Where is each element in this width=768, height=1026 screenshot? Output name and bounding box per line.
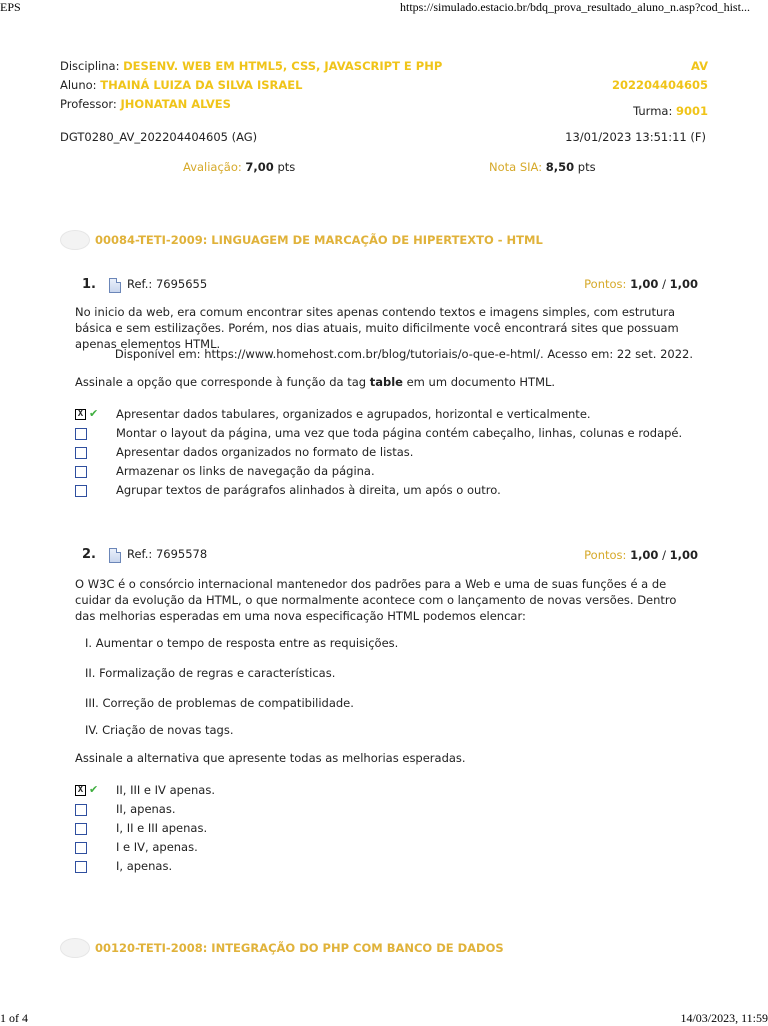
print-footer-page: 1 of 4: [0, 1011, 28, 1025]
question-ref: Ref.: 7695655: [127, 277, 208, 291]
aluno-label: Aluno:: [60, 78, 97, 92]
option-text: Montar o layout da página, uma vez que toda página contém cabeçalho, linhas, colunas e rodapé.: [116, 426, 683, 440]
professor-label: Professor:: [60, 97, 117, 111]
checkbox[interactable]: [75, 842, 87, 854]
disciplina-value: DESENV. WEB EM HTML5, CSS, JAVASCRIPT E PHP: [123, 59, 443, 73]
avaliacao-label: Avaliação:: [183, 160, 242, 174]
nota-sia-row: [489, 160, 596, 174]
exam-code: DGT0280_AV_202204404605 (AG): [60, 130, 258, 144]
checkbox[interactable]: [75, 804, 87, 816]
professor-value: JHONATAN ALVES: [120, 97, 231, 111]
question-number: 1.: [82, 277, 96, 292]
question-points: [584, 548, 698, 562]
option-text: I, apenas.: [116, 859, 173, 873]
checkbox[interactable]: [75, 466, 87, 478]
section-title: 00084-TETI-2009: LINGUAGEM DE MARCAÇÃO DE HIPERTEXTO - HTML: [95, 233, 543, 247]
points-separator: /: [662, 277, 666, 291]
print-header-left: EPS: [0, 0, 21, 14]
section-icon: [60, 938, 90, 958]
list-item: II. Formalização de regras e características.: [85, 666, 336, 680]
list-item: III. Correção de problemas de compatibilidade.: [85, 696, 354, 710]
print-header-url: https://simulado.estacio.br/bdq_prova_resultado_aluno_n.asp?cod_hist...: [400, 0, 750, 14]
question-ref: Ref.: 7695578: [127, 547, 208, 561]
list-item: I. Aumentar o tempo de resposta entre as requisições.: [85, 636, 399, 650]
question-source: Disponível em: https://www.homehost.com.br/blog/tutoriais/o-que-e-html/. Acesso em: 22 set. 2022.: [114, 347, 693, 361]
option-text: Apresentar dados organizados no formato de listas.: [116, 445, 414, 459]
nota-sia-label: Nota SIA:: [489, 160, 543, 174]
points-separator: /: [662, 548, 666, 562]
checkbox[interactable]: [75, 447, 87, 459]
correct-check-icon: ✔: [89, 783, 99, 796]
disciplina-label: Disciplina:: [60, 59, 120, 73]
points-earned: 1,00: [630, 548, 659, 562]
professor-row: [60, 97, 231, 111]
option-text: II, apenas.: [116, 802, 176, 816]
document-icon: [109, 278, 121, 293]
document-icon: [109, 548, 121, 563]
section-icon: [60, 230, 90, 250]
prompt-bold: table: [369, 375, 403, 389]
question-points: [584, 277, 698, 291]
turma-row: [633, 104, 708, 118]
turma-value: 9001: [675, 104, 708, 118]
option-text: Armazenar os links de navegação da página.: [116, 464, 375, 478]
correct-check-icon: ✔: [89, 407, 99, 420]
aluno-row: [60, 78, 302, 92]
print-footer-datetime: 14/03/2023, 11:59: [680, 1011, 768, 1025]
matricula-value: 202204404605: [611, 78, 708, 92]
avaliacao-pts: pts: [277, 160, 296, 174]
question-prompt: Assinale a alternativa que apresente todas as melhorias esperadas.: [75, 751, 466, 765]
points-total: 1,00: [669, 277, 698, 291]
option-text: I, II e III apenas.: [116, 821, 208, 835]
disciplina-row: [60, 59, 442, 73]
question-text: No inicio da web, era comum encontrar sites apenas contendo textos e imagens simples, com estrutura básica e sem estilizações. Porém, nos dias atuais, muito dificilmente você encontrará sites que possuam apenas elementos HTML.: [75, 305, 679, 351]
points-earned: 1,00: [630, 277, 659, 291]
checkbox[interactable]: [75, 861, 87, 873]
list-item: IV. Criação de novas tags.: [85, 723, 234, 737]
points-label: Pontos:: [584, 548, 627, 562]
checkbox[interactable]: [75, 485, 87, 497]
avaliacao-row: [183, 160, 295, 174]
checkbox-selected[interactable]: X: [75, 785, 86, 796]
nota-sia-pts: pts: [577, 160, 596, 174]
points-label: Pontos:: [584, 277, 627, 291]
question-text: O W3C é o consórcio internacional mantenedor dos padrões para a Web e uma de suas funções é a de cuidar da evolução da HTML, o que normalmente acontece com o lançamento de novas versões. Dentro das melhorias esperadas em uma nova especificação HTML podemos elencar:: [75, 577, 677, 623]
option-text: Apresentar dados tabulares, organizados e agrupados, horizontal e verticalmente.: [116, 407, 591, 421]
question-number: 2.: [82, 547, 96, 562]
prompt-before: Assinale a opção que corresponde à função da tag: [75, 375, 370, 389]
prompt-after: em um documento HTML.: [402, 375, 556, 389]
avaliacao-value: 7,00: [245, 160, 274, 174]
question-prompt: [75, 375, 555, 389]
nota-sia-value: 8,50: [545, 160, 575, 174]
option-text: Agrupar textos de parágrafos alinhados à direita, um após o outro.: [116, 483, 501, 497]
points-total: 1,00: [669, 548, 698, 562]
section-title: 00120-TETI-2008: INTEGRAÇÃO DO PHP COM BANCO DE DADOS: [95, 941, 504, 955]
checkbox[interactable]: [75, 823, 87, 835]
checkbox-selected[interactable]: X: [75, 409, 86, 420]
option-text: II, III e IV apenas.: [116, 783, 215, 797]
exam-date: 13/01/2023 13:51:11 (F): [565, 130, 706, 144]
turma-label: Turma:: [633, 104, 673, 118]
checkbox[interactable]: [75, 428, 87, 440]
aluno-value: THAINÁ LUIZA DA SILVA ISRAEL: [100, 78, 303, 92]
av-label: AV: [690, 59, 708, 73]
option-text: I e IV, apenas.: [116, 840, 198, 854]
